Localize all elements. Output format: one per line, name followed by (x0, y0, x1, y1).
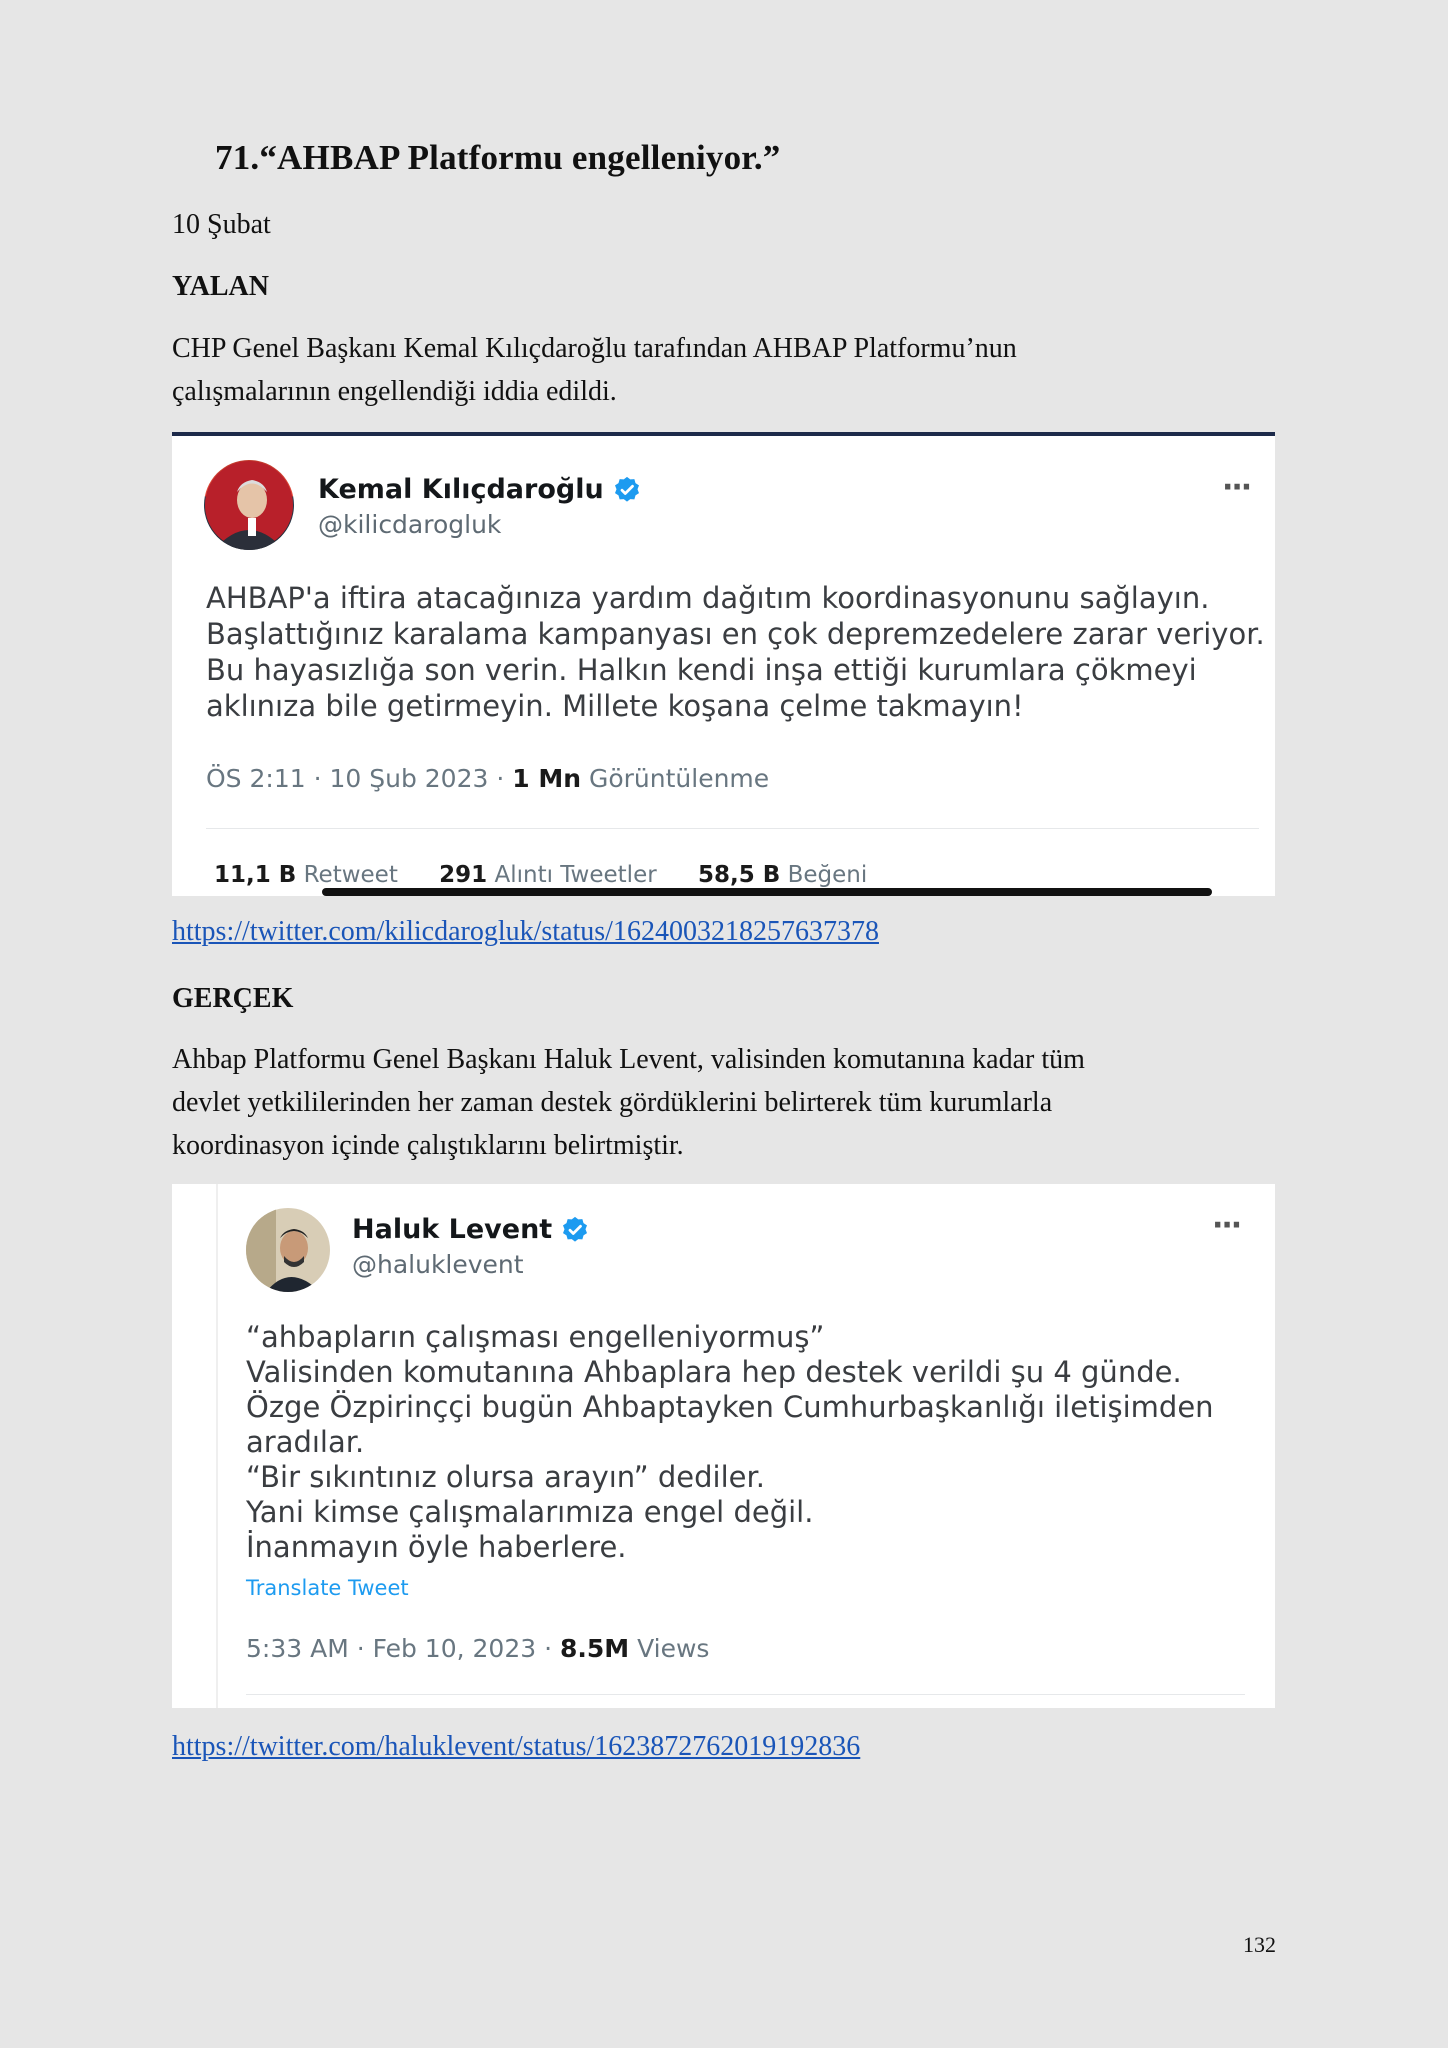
claim-text-line: çalışmalarının engellendiği iddia edildi. (172, 376, 617, 407)
likes-stat[interactable] (698, 862, 867, 888)
tweet-stats (214, 862, 867, 888)
tweet-author-handle[interactable]: @haluklevent (352, 1250, 524, 1279)
verified-badge-icon (612, 475, 642, 505)
tweet-meta (246, 1634, 709, 1663)
quotes-stat[interactable] (439, 862, 657, 888)
tweet-views-label: Views (629, 1634, 710, 1663)
divider (206, 828, 1259, 829)
scroll-indicator (322, 888, 1212, 896)
quotes-count: 291 (439, 862, 488, 888)
tweet-views-count: 1 Mn (512, 764, 582, 793)
claim-text-line: CHP Genel Başkanı Kemal Kılıçdaroğlu tarafından AHBAP Platformu’nun (172, 333, 1017, 364)
retweets-label: Retweet (296, 862, 398, 888)
divider (216, 1184, 218, 1708)
retweets-count: 11,1 B (214, 862, 297, 888)
tweet-card-kilicdaroglu (172, 432, 1275, 896)
date-text: 10 Şubat (172, 209, 271, 240)
section-heading: 71.“AHBAP Platformu engelleniyor.” (215, 138, 781, 177)
fact-text-line: Ahbap Platformu Genel Başkanı Haluk Levent, valisinden komutanına kadar tüm (172, 1044, 1085, 1075)
quotes-label: Alıntı Tweetler (487, 862, 657, 888)
tweet-line: “ahbapların çalışması engelleniyormuş” (246, 1320, 825, 1354)
tweet-time[interactable]: ÖS 2:11 · 10 Şub 2023 · (206, 764, 513, 793)
tweet-line: Özge Özpirinççi bugün Ahbaptayken Cumhurbaşkanlığı iletişimden (246, 1390, 1214, 1424)
fact-text-line: koordinasyon içinde çalıştıklarını belirtmiştir. (172, 1130, 684, 1161)
tweet-line: Başlattığınız karalama kampanyası en çok depremzedelere zarar veriyor. (206, 617, 1265, 651)
more-dots-icon[interactable]: ··· (1222, 470, 1251, 505)
tweet-line: “Bir sıkıntınız olursa arayın” dediler. (246, 1460, 765, 1494)
tweet-body (206, 580, 1265, 724)
page-number: 132 (1243, 1932, 1276, 1957)
verified-badge-icon (560, 1215, 590, 1245)
tweet-line: aklınıza bile getirmeyin. Millete koşana çelme takmayın! (206, 689, 1024, 723)
avatar-portrait (246, 1208, 330, 1292)
translate-tweet-link[interactable]: Translate Tweet (246, 1576, 409, 1600)
avatar[interactable] (204, 460, 294, 550)
tweet-author-name[interactable] (318, 474, 642, 505)
tweet-line: Valisinden komutanına Ahbaplara hep destek verildi şu 4 günde. (246, 1355, 1182, 1389)
tweet-meta (206, 764, 769, 793)
tweet-body (246, 1320, 1214, 1565)
tweet-line: Bu hayasızlığa son verin. Halkın kendi inşa ettiği kurumlara çökmeyi (206, 653, 1197, 687)
tweet-card-haluk-levent (172, 1184, 1275, 1708)
tweet-views-count: 8.5M (559, 1634, 630, 1663)
claim-text (172, 327, 1017, 413)
tweet-line: aradılar. (246, 1425, 365, 1459)
fact-label: GERÇEK (172, 983, 294, 1014)
fact-text (172, 1038, 1085, 1167)
tweet-views-label: Görüntülenme (581, 764, 770, 793)
tweet-author-handle[interactable]: @kilicdarogluk (318, 510, 502, 539)
tweet-line: AHBAP'a iftira atacağınıza yardım dağıtım koordinasyonunu sağlayın. (206, 581, 1210, 615)
avatar[interactable] (246, 1208, 330, 1292)
claim-label: YALAN (172, 271, 269, 302)
tweet-time[interactable]: 5:33 AM · Feb 10, 2023 · (246, 1634, 560, 1663)
likes-count: 58,5 B (698, 862, 781, 888)
tweet-line: İnanmayın öyle haberlere. (246, 1530, 627, 1564)
tweet-line: Yani kimse çalışmalarımıza engel değil. (246, 1495, 814, 1529)
fact-text-line: devlet yetkililerinden her zaman destek gördüklerini belirterek tüm kurumlarla (172, 1087, 1053, 1118)
author-name-text: Kemal Kılıçdaroğlu (318, 474, 604, 505)
author-name-text: Haluk Levent (352, 1214, 553, 1245)
avatar-portrait (204, 460, 294, 550)
source-link-2[interactable]: https://twitter.com/haluklevent/status/1623872762019192836 (172, 1731, 861, 1762)
tweet-author-name[interactable] (352, 1214, 590, 1245)
likes-label: Beğeni (780, 862, 868, 888)
more-dots-icon[interactable]: ··· (1212, 1208, 1241, 1243)
divider (246, 1694, 1245, 1695)
source-link-1[interactable]: https://twitter.com/kilicdarogluk/status/1624003218257637378 (172, 916, 879, 947)
retweets-stat[interactable] (214, 862, 398, 888)
